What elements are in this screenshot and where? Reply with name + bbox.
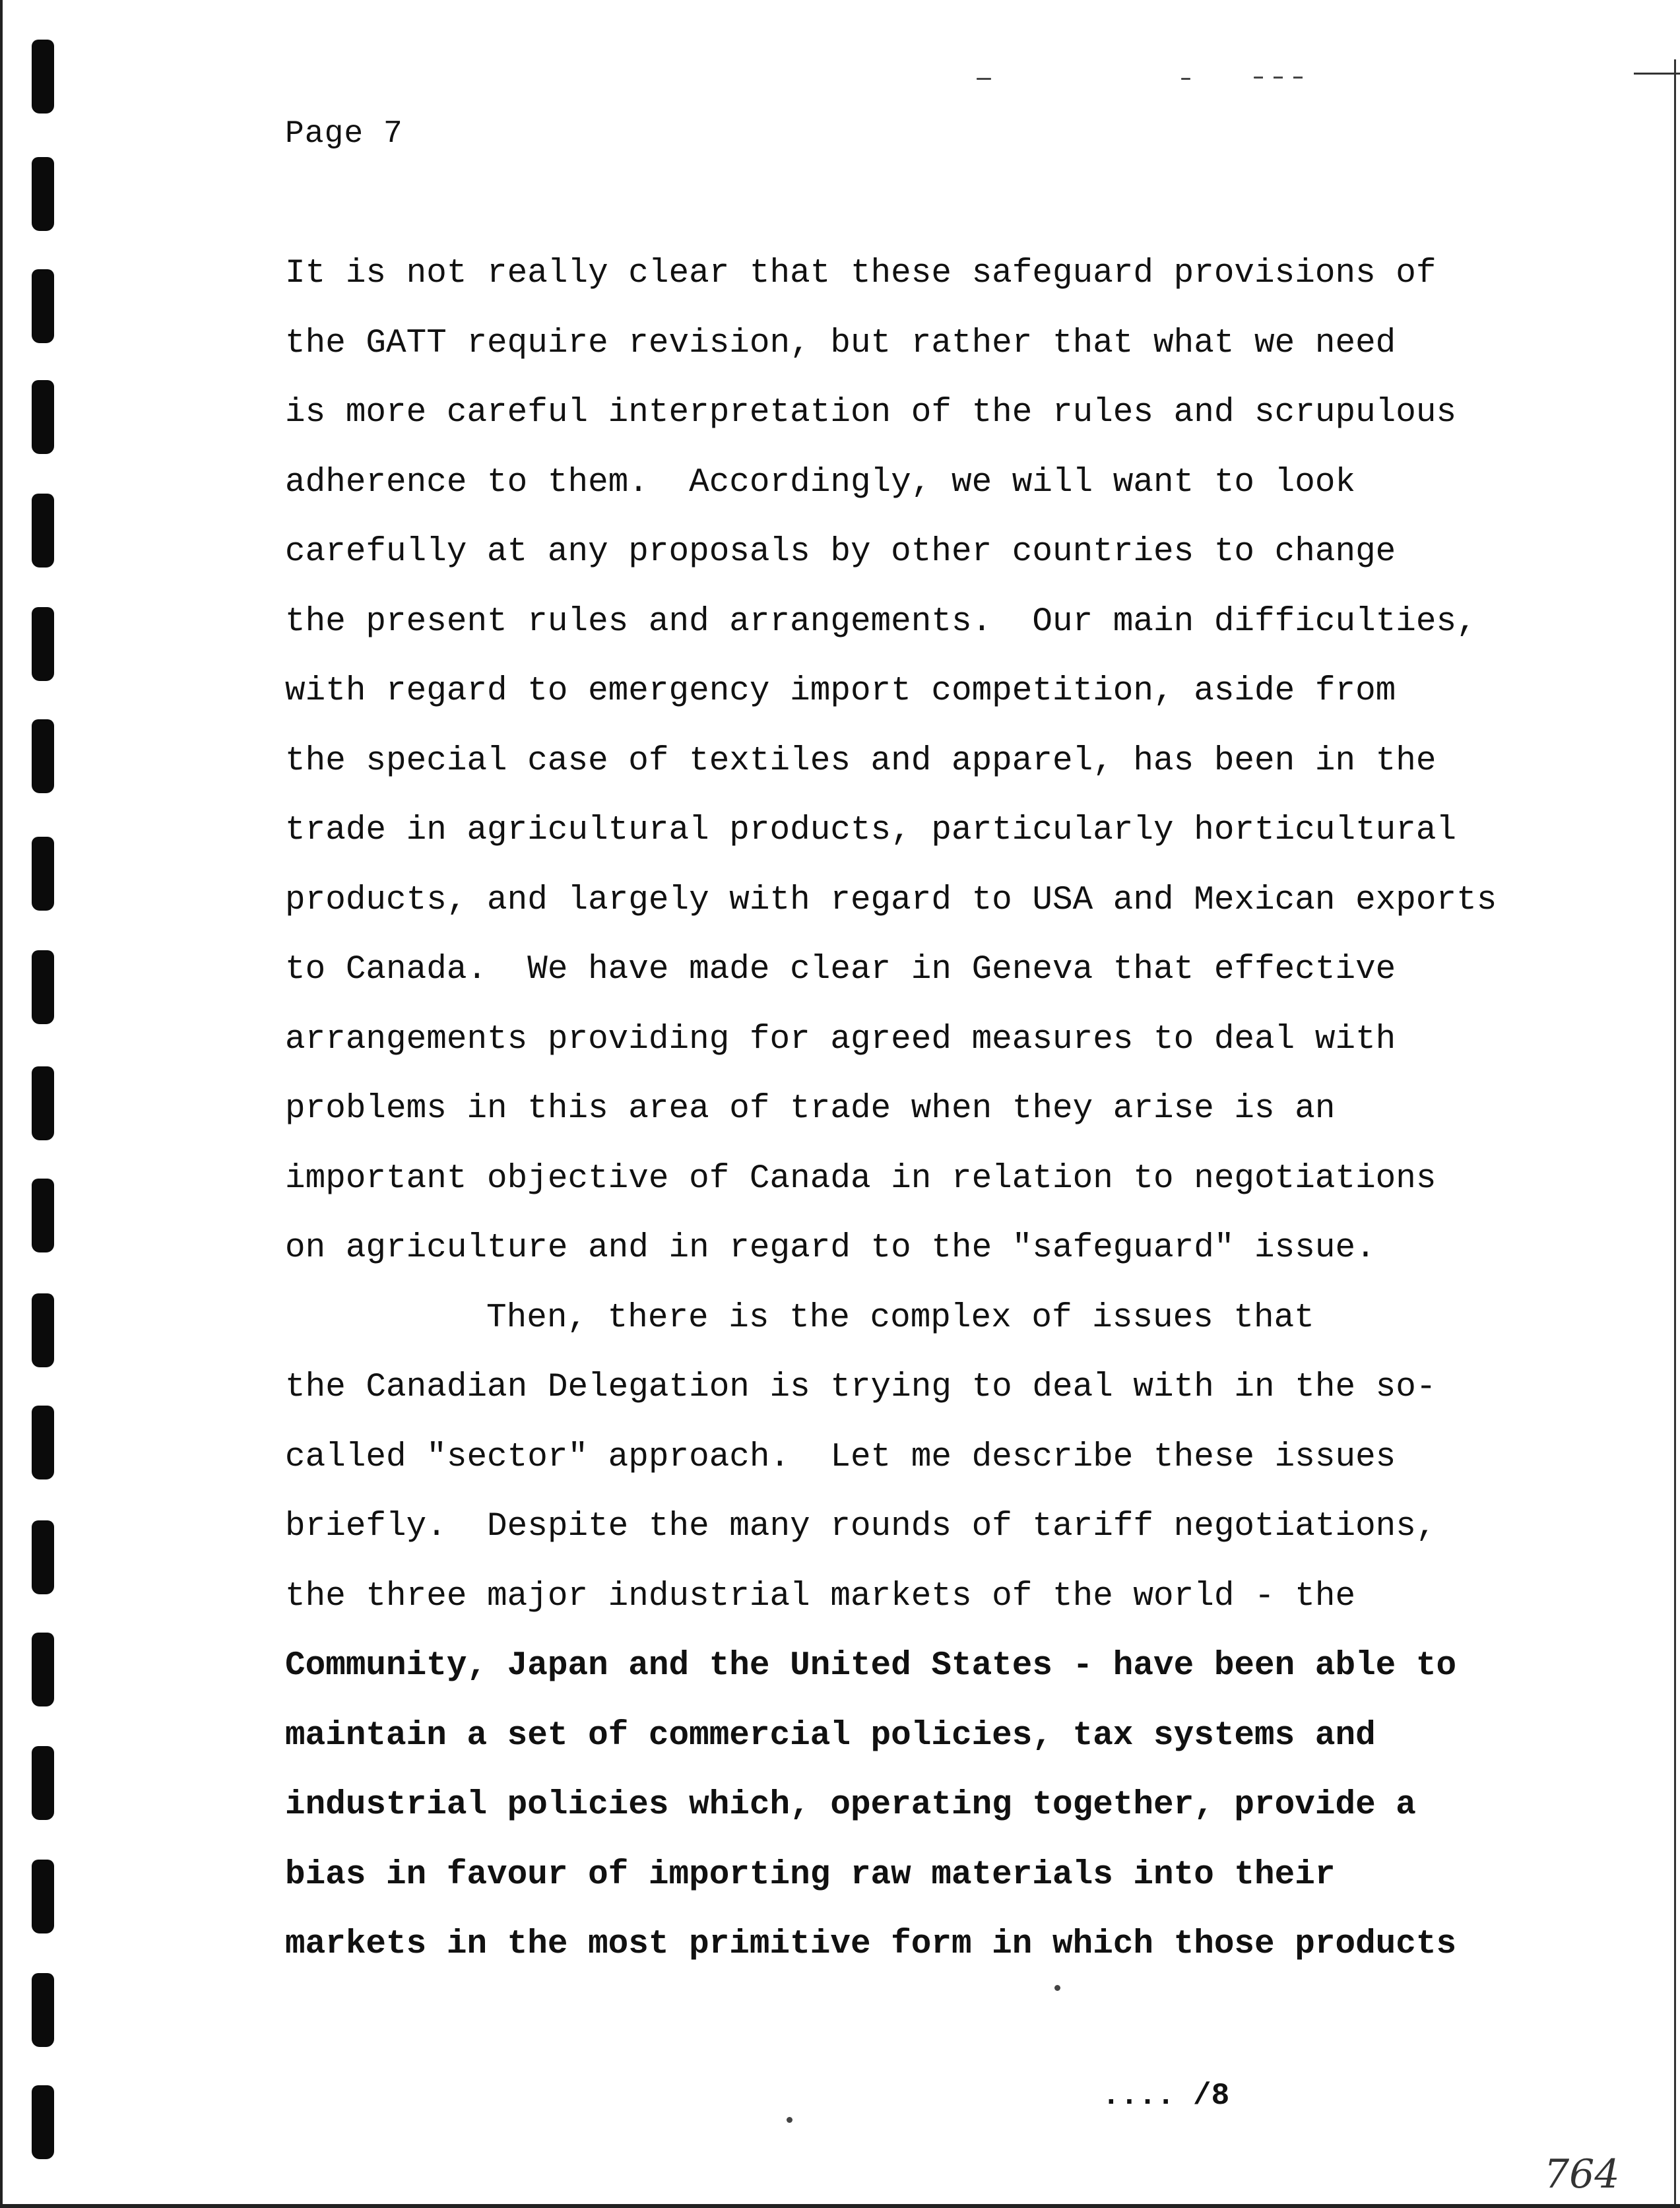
text-line: Community, Japan and the United States - have been able to — [285, 1647, 1457, 1685]
feed-hole — [32, 950, 54, 1024]
feed-hole — [32, 2085, 54, 2159]
feed-hole — [32, 837, 54, 911]
feed-hole — [32, 607, 54, 681]
feed-hole — [32, 494, 54, 568]
text-line: the Canadian Delegation is trying to deal with in the so- — [285, 1369, 1437, 1406]
scan-speck — [977, 78, 991, 80]
feed-hole — [32, 157, 54, 231]
page-left-edge — [0, 0, 3, 2208]
document-body — [285, 239, 1592, 1980]
text-line: maintain a set of commercial policies, tax systems and — [285, 1716, 1376, 1755]
text-line: the present rules and arrangements. Our main difficulties, — [285, 602, 1477, 641]
text-line: the three major industrial markets of the world - the — [285, 1577, 1356, 1615]
feed-hole — [32, 1860, 54, 1933]
text-line: the special case of textiles and apparel, has been in the — [285, 742, 1437, 780]
feed-hole — [32, 380, 54, 454]
text-line: markets in the most primitive form in which those products — [285, 1926, 1457, 1963]
text-line: Then, there is the complex of issues that — [486, 1299, 1314, 1337]
text-line: important objective of Canada in relation to negotiations — [285, 1159, 1437, 1198]
feed-hole — [32, 719, 54, 793]
text-line: carefully at any proposals by other countries to change — [285, 533, 1396, 571]
continued-on-next-page: .... /8 — [1102, 2079, 1230, 2113]
text-line: adherence to them. Accordingly, we will want to look — [285, 463, 1356, 502]
text-line: the GATT require revision, but rather that what we need — [285, 324, 1396, 362]
text-line: industrial policies which, operating together, provide a — [285, 1786, 1416, 1824]
feed-hole — [32, 1066, 54, 1140]
feed-hole — [32, 1179, 54, 1252]
page-number-heading: Page 7 — [285, 116, 403, 152]
text-line: bias in favour of importing raw materials into their — [285, 1856, 1336, 1894]
scan-speck — [1254, 77, 1313, 79]
scan-speck — [1181, 78, 1190, 80]
text-line: products, and largely with regard to USA and Mexican exports — [285, 881, 1497, 919]
text-line: It is not really clear that these safeguard provisions of — [285, 255, 1437, 292]
feed-hole — [32, 1633, 54, 1706]
feed-hole — [32, 1973, 54, 2047]
feed-hole — [32, 1520, 54, 1594]
tractor-feed-strip — [32, 0, 65, 2208]
scan-speck — [1054, 1985, 1060, 1991]
text-line: to Canada. We have made clear in Geneva that effective — [285, 951, 1396, 989]
text-line: on agriculture and in regard to the "safeguard" issue. — [285, 1229, 1376, 1267]
feed-hole — [32, 1406, 54, 1479]
text-line: problems in this area of trade when they arise is an — [285, 1090, 1336, 1128]
paper-tear-mark — [1634, 73, 1680, 75]
feed-hole — [32, 40, 54, 114]
text-line: with regard to emergency import competition, aside from — [285, 672, 1396, 710]
scan-speck — [787, 2117, 792, 2123]
feed-hole — [32, 269, 54, 343]
page-right-edge — [1674, 59, 1676, 2208]
page-bottom-edge — [0, 2204, 1680, 2208]
feed-hole — [32, 1293, 54, 1367]
text-line: trade in agricultural products, particularly horticultural — [285, 812, 1457, 849]
text-line: briefly. Despite the many rounds of tariff negotiations, — [285, 1508, 1437, 1545]
text-line: arrangements providing for agreed measures to deal with — [285, 1020, 1396, 1058]
text-line: is more careful interpretation of the rules and scrupulous — [285, 394, 1457, 432]
text-line: called "sector" approach. Let me describe these issues — [285, 1438, 1396, 1476]
handwritten-page-stamp: 764 — [1544, 2151, 1620, 2197]
feed-hole — [32, 1746, 54, 1820]
